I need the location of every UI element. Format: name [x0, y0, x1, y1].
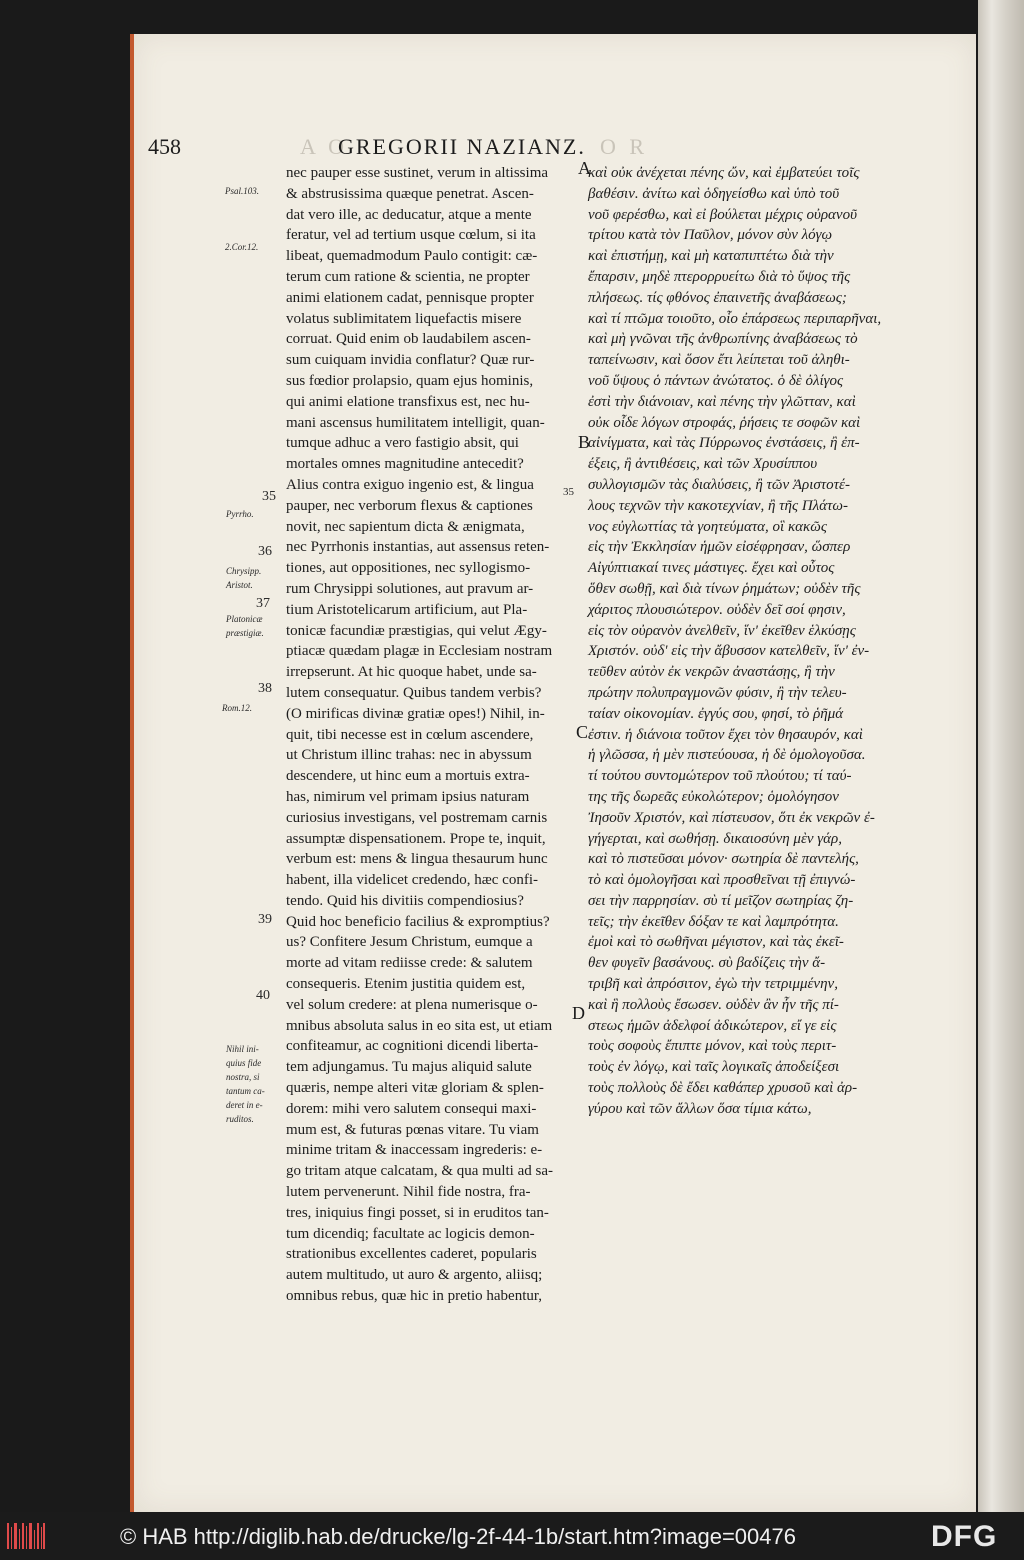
latin-line: confiteamur, ac cognitioni dicendi liberta- — [286, 1038, 539, 1055]
show-through-text-right: O R — [600, 134, 649, 159]
viewer-footer — [0, 1512, 1024, 1560]
greek-line: εἰς τὴν Ἐκκλησίαν ἡμῶν εἰσέφρησαν, ὥσπερ — [588, 539, 851, 556]
latin-line: vel solum credere: at plena numerisque o- — [286, 996, 538, 1013]
greek-line: ἡ γλῶσσα, ἡ μὲν πιστεύουσα, ἡ δὲ ὁμολογοῦσα. — [588, 747, 866, 764]
latin-line: irrepserunt. At hic quoque habet, unde sa- — [286, 664, 537, 681]
margin-number-38: 38 — [258, 681, 272, 696]
latin-line: ptiacæ quædam plagæ in Ecclesiam nostram — [286, 643, 553, 660]
latin-line: assumptæ dispensationem. Prope te, inquit, — [286, 830, 546, 847]
margin-ref-chrysippus: Chrysipp. — [226, 566, 262, 576]
running-title: GREGORII NAZIANZ. — [338, 134, 586, 159]
greek-line: νοῦ ὕψους ὁ πάντων ἀνώτατος. ὁ δὲ ὀλίγος — [588, 372, 844, 389]
margin-ref-platonicae: Platonicæ — [226, 614, 263, 624]
greek-line: βαθέσιν. ἀνίτω καὶ ὁδηγείσθω καὶ ὑπὸ τοῦ — [588, 185, 840, 202]
latin-line: libeat, quemadmodum Paulo contigit: cæ- — [286, 248, 538, 265]
margin-number-39: 39 — [258, 912, 272, 927]
greek-line: γήγερται, καὶ σωθήσῃ. δικαιοσύνη μὲν γάρ, — [588, 830, 843, 847]
latin-line: mum est, & futuras pœnas vitare. Tu viam — [286, 1121, 539, 1138]
copyright-url[interactable]: © HAB http://diglib.hab.de/drucke/lg-2f-44-1b/start.htm?image=00476 — [120, 1524, 796, 1549]
latin-column — [286, 163, 576, 1307]
latin-line: sus fœdior prolapsio, quam ejus hominis, — [286, 372, 534, 389]
greek-line: τί τούτου συντομώτερον τοῦ πλούτου; τί ταύ- — [588, 768, 852, 785]
greek-line: νος εὐγλωττίας τὰ γοητεύματα, οἳ κακῶς — [588, 518, 827, 535]
greek-line: καὶ ἐπιστήμῃ, καὶ μὴ καταπιπτέτω διὰ τὴν — [588, 248, 834, 265]
latin-line: & abstrusissima quæque penetrat. Ascen- — [286, 185, 534, 202]
section-letter-d: D — [572, 1003, 585, 1023]
margin-number-35: 35 — [262, 489, 276, 504]
greek-line: χάριτος πλουσιώτερον. οὐδὲν δεῖ σοί φησιν, — [588, 601, 846, 618]
greek-line: πλήσεως. τίς φθόνος ἐπαινετῆς ἀναβάσεως; — [588, 289, 847, 306]
margin-note-line-5: deret in e- — [226, 1100, 263, 1110]
latin-line: quit, tibi necesse est in cœlum ascendere, — [286, 726, 534, 743]
greek-line: λους τεχνῶν τὴν κακοτεχνίαν, ἢ τῆς Πλάτω- — [588, 497, 848, 514]
greek-line: καὶ οὐκ ἀνέχεται πένης ὤν, καὶ ἐμβατεύει τοῖς — [588, 165, 860, 181]
latin-line: lutem consequatur. Quibus tandem verbis? — [286, 684, 542, 701]
latin-line: tumque adhuc a vero fastigio absit, qui — [286, 435, 519, 452]
latin-line: rum Chrysippi solutiones, aut pravum ar- — [286, 580, 534, 597]
barcode-icon — [6, 1521, 46, 1551]
greek-line: Χριστόν. οὐδ' εἰς τὴν ἄβυσσον κατελθεῖν, ἵν' ἐν- — [588, 643, 870, 660]
greek-line: ταίαν οἰκονομίαν. ἐγγύς σου, φησί, τὸ ῥῆμά — [588, 705, 844, 722]
greek-line: έξεις, ἢ ἀντιθέσεις, καὶ τῶν Χρυσίππου — [588, 456, 818, 473]
latin-line: Quid hoc beneficio facilius & expromptius? — [286, 913, 550, 930]
latin-line: morte ad vitam rediisse crede: & salutem — [286, 955, 533, 972]
latin-line: go tritam atque calcatam, & qua multi ad sa- — [286, 1163, 553, 1180]
greek-line: τοὺς σοφοὺς ἔπιπτε μόνον, καὶ τοὺς περιτ- — [588, 1038, 837, 1055]
greek-line: ἐστὶ τὴν διάνοιαν, καὶ πένης τὴν γλῶτταν, καὶ — [588, 393, 856, 410]
greek-line: τρίτου κατὰ τὸν Παῦλον, μόνον σὺν λόγῳ — [588, 227, 833, 244]
latin-line: nec Pyrrhonis instantias, aut assensus reten- — [286, 539, 550, 556]
adjacent-page-edge — [978, 0, 1024, 1512]
latin-line: tum dicendiq; facultate ac logicis demon- — [286, 1225, 535, 1242]
greek-line: Ἰησοῦν Χριστόν, καὶ πίστευσον, ὅτι ἐκ νεκρῶν ἐ- — [588, 809, 875, 826]
latin-line: consequeris. Etenim justitia quidem est, — [286, 976, 526, 993]
latin-line: corruat. Quid enim ob laudabilem ascen- — [286, 331, 531, 348]
latin-line: animi elationem cadat, pennisque propter — [286, 289, 534, 306]
margin-note-line-3: nostra, si — [226, 1072, 260, 1082]
latin-line: dat vero ille, ac deducatur, atque a mente — [286, 206, 532, 223]
margin-note-line-1: Nihil ini- — [226, 1044, 259, 1054]
page-number: 458 — [148, 134, 181, 159]
latin-line: ut Christum illinc trahas: nec in abyssum — [286, 747, 532, 764]
latin-line: feratur, vel ad tertium usque cœlum, si ita — [286, 227, 536, 244]
latin-line: us? Confitere Jesum Christum, eumque a — [286, 934, 533, 951]
latin-line: tium Aristotelicarum artificium, aut Pla- — [286, 601, 528, 618]
latin-line: (O mirificas divinæ gratiæ opes!) Nihil, in- — [286, 705, 545, 722]
greek-line: καὶ μὴ γνῶναι τῆς ἀνθρωπίνης ἀναβάσεως τὸ — [588, 331, 858, 348]
inline-note-number: 35 — [563, 486, 574, 498]
greek-line: καὶ τὸ πιστεῦσαι μόνον· σωτηρία δὲ παντελής, — [588, 851, 859, 868]
latin-line: verbum est: mens & lingua thesaurum hunc — [286, 851, 548, 868]
margin-ref-psalm: Psal.103. — [225, 186, 260, 196]
greek-line: της τῆς δωρεᾶς εὐκολώτερον; ὁμολόγησον — [588, 788, 839, 805]
greek-line: οὐκ οἶδε λόγων στροφάς, ῥήσεις τε σοφῶν καὶ — [588, 414, 861, 431]
greek-line: εἰς τὸν οὐρανὸν ἀνελθεῖν, ἵν' ἐκεῖθεν ἑλκύσῃς — [588, 622, 856, 639]
greek-line: τριβῆ καὶ ἀπρόσιτον, ἐγὼ τὴν τετριμμένην, — [588, 976, 838, 993]
latin-line: Alius contra exiguo ingenio est, & lingua — [286, 476, 534, 493]
greek-line: ἐμοὶ καὶ τὸ σωθῆναι μέγιστον, καὶ τὰς ἐκεῖ- — [588, 934, 844, 951]
greek-line: συλλογισμῶν τὰς διαλύσεις, ἢ τῶν Ἀριστοτέ- — [588, 476, 850, 493]
latin-line: mnibus absoluta salus in eo sita est, ut etiam — [286, 1017, 553, 1034]
latin-line: volatus sublimitatem liquefactis misere — [286, 310, 522, 327]
latin-line: has, nimirum vel primam ipsius naturam — [286, 788, 530, 805]
latin-line: pauper, nec verborum flexus & captiones — [286, 497, 533, 514]
greek-line: ἐστιν. ἡ διάνοια τοῦτον ἔχει τὸν θησαυρόν, καὶ — [588, 726, 863, 743]
greek-line: αἰνίγματα, καὶ τὰς Πύρρωνος ἐνστάσεις, ἢ ἐπ- — [588, 435, 860, 452]
latin-line: quæris, nempe alteri vitæ gloriam & splen- — [286, 1080, 544, 1097]
latin-line: novit, nec sapientum dicta & ænigmata, — [286, 518, 525, 535]
latin-line: tem adjungamus. Tu majus aliquid salute — [286, 1059, 532, 1076]
greek-line: πρώτην πολυπραγμονῶν φύσιν, ἢ τὴν τελευ- — [588, 684, 847, 701]
dfg-logo: DFG — [931, 1520, 998, 1553]
margin-ref-praestigiae: præstigiæ. — [226, 628, 264, 638]
latin-line: lutem pervenerunt. Nihil fide nostra, fra- — [286, 1184, 531, 1201]
greek-line: τοὺς πολλοὺς δὲ ἔδει καθάπερ χρυσοῦ καὶ ἀρ- — [588, 1080, 858, 1097]
greek-line: θεν φυγεῖν βασάνους. σὺ βαδίζεις τὴν ἄ- — [588, 955, 826, 972]
margin-ref-corinthians: 2.Cor.12. — [225, 242, 259, 252]
margin-number-37: 37 — [256, 596, 270, 611]
greek-line: σει τὴν παρρησίαν. σὺ τί μεῖζον σωτηρίας ζη- — [588, 892, 854, 909]
latin-line: tres, iniquius fingi posset, si in eruditos tan- — [286, 1204, 549, 1221]
margin-number-40: 40 — [256, 988, 270, 1003]
greek-line: στεως ἡμῶν ἀδελφοί ἀδικώτερον, εἴ γε εἰς — [588, 1017, 837, 1034]
margin-note-line-6: ruditos. — [226, 1114, 254, 1124]
margin-ref-pyrrho: Pyrrho. — [226, 509, 254, 519]
latin-line: minime tritam & inaccessam ingrederis: e- — [286, 1142, 543, 1159]
latin-line: mortales omnes magnitudine antecedit? — [286, 456, 524, 473]
latin-line: tiones, aut oppositiones, nec syllogismo- — [286, 560, 531, 577]
latin-line: qui animi elatione transfixus est, nec hu- — [286, 393, 530, 410]
margin-ref-aristotle: Aristot. — [226, 580, 253, 590]
greek-line: τοὺς ἐν λόγῳ, καὶ ταῖς λογικαῖς ἀποδείξεσι — [588, 1059, 840, 1076]
greek-column — [588, 163, 966, 1120]
greek-line: καὶ ἣ πολλοὺς ἔσωσεν. οὐδὲν ἂν ἦν τῆς πί- — [588, 996, 839, 1013]
greek-line: ταπείνωσιν, καὶ ὅσον ἔτι λείπεται τοῦ ἀληθι- — [588, 352, 850, 369]
latin-line: mani ascensus humilitatem intelligit, quan- — [286, 414, 545, 431]
latin-line: terum cum ratione & scientia, ne propter — [286, 268, 530, 285]
greek-line: νοῦ φερέσθω, καὶ εἰ βούλεται μέχρις οὐρανοῦ — [588, 206, 857, 223]
section-letter-b: B — [578, 432, 591, 452]
margin-number-36: 36 — [258, 544, 272, 559]
greek-line: ἔπαρσιν, μηδὲ πτερορρυείτω διὰ τὸ ὕψος τῆς — [588, 268, 851, 285]
greek-line: καὶ τί πτῶμα τοιοῦτο, οἷο ἐπάρσεως περιπαρῆναι, — [588, 310, 882, 327]
margin-note-line-4: tantum ca- — [226, 1086, 265, 1096]
greek-line: Αἰγύπτιακαί τινες μάστιγες. ἔχει καὶ οὗτος — [588, 560, 835, 577]
margin-ref-romans: Rom.12. — [222, 703, 252, 713]
latin-line: autem multitudo, ut auro & argento, aliisq; — [286, 1267, 543, 1284]
greek-line: γύρου καὶ τῶν ἄλλων ὅσα τίμια κάτω, — [588, 1100, 812, 1117]
greek-line: τεῦθεν αὐτὸν ἐκ νεκρῶν ἀναστάσῃς, ἢ τὴν — [588, 664, 835, 681]
latin-line: sum cuiquam invidia conflatur? Quæ rur- — [286, 352, 535, 369]
show-through-text-left: A O — [300, 134, 349, 159]
greek-line: τὸ καὶ ὁμολογῆσαι καὶ προσθεῖναι τῇ ἐπιγνώ- — [588, 872, 856, 889]
latin-line: tonicæ facundiæ præstigias, qui velut Ægy- — [286, 622, 547, 639]
latin-line: tendo. Quid his divitiis compendiosius? — [286, 892, 524, 909]
greek-line: τεῖς; τὴν ἐκεῖθεν δόξαν τε καὶ λαμπρότητα. — [588, 913, 839, 930]
latin-line: omnibus rebus, quæ hic in pretio habentur, — [286, 1288, 543, 1305]
greek-line: ὅθεν σωθῇ, καὶ διὰ τίνων ῥημάτων; οὐδὲν τῆς — [588, 580, 861, 597]
latin-line: nec pauper esse sustinet, verum in altissima — [286, 165, 549, 181]
latin-line: dorem: mihi vero salutem consequi maxi- — [286, 1100, 537, 1117]
latin-line: curiosius investigans, vel postremam carnis — [286, 809, 548, 826]
section-letter-c: C — [576, 722, 589, 742]
section-letter-a: A — [578, 158, 591, 178]
latin-line: strationibus excellentes caderet, popularis — [286, 1246, 537, 1263]
latin-line: descendere, ut hinc eum a mortuis extra- — [286, 768, 530, 785]
latin-line: habent, illa videlicet credendo, hæc confi- — [286, 872, 538, 889]
margin-note-line-2: quius fide — [226, 1058, 262, 1068]
